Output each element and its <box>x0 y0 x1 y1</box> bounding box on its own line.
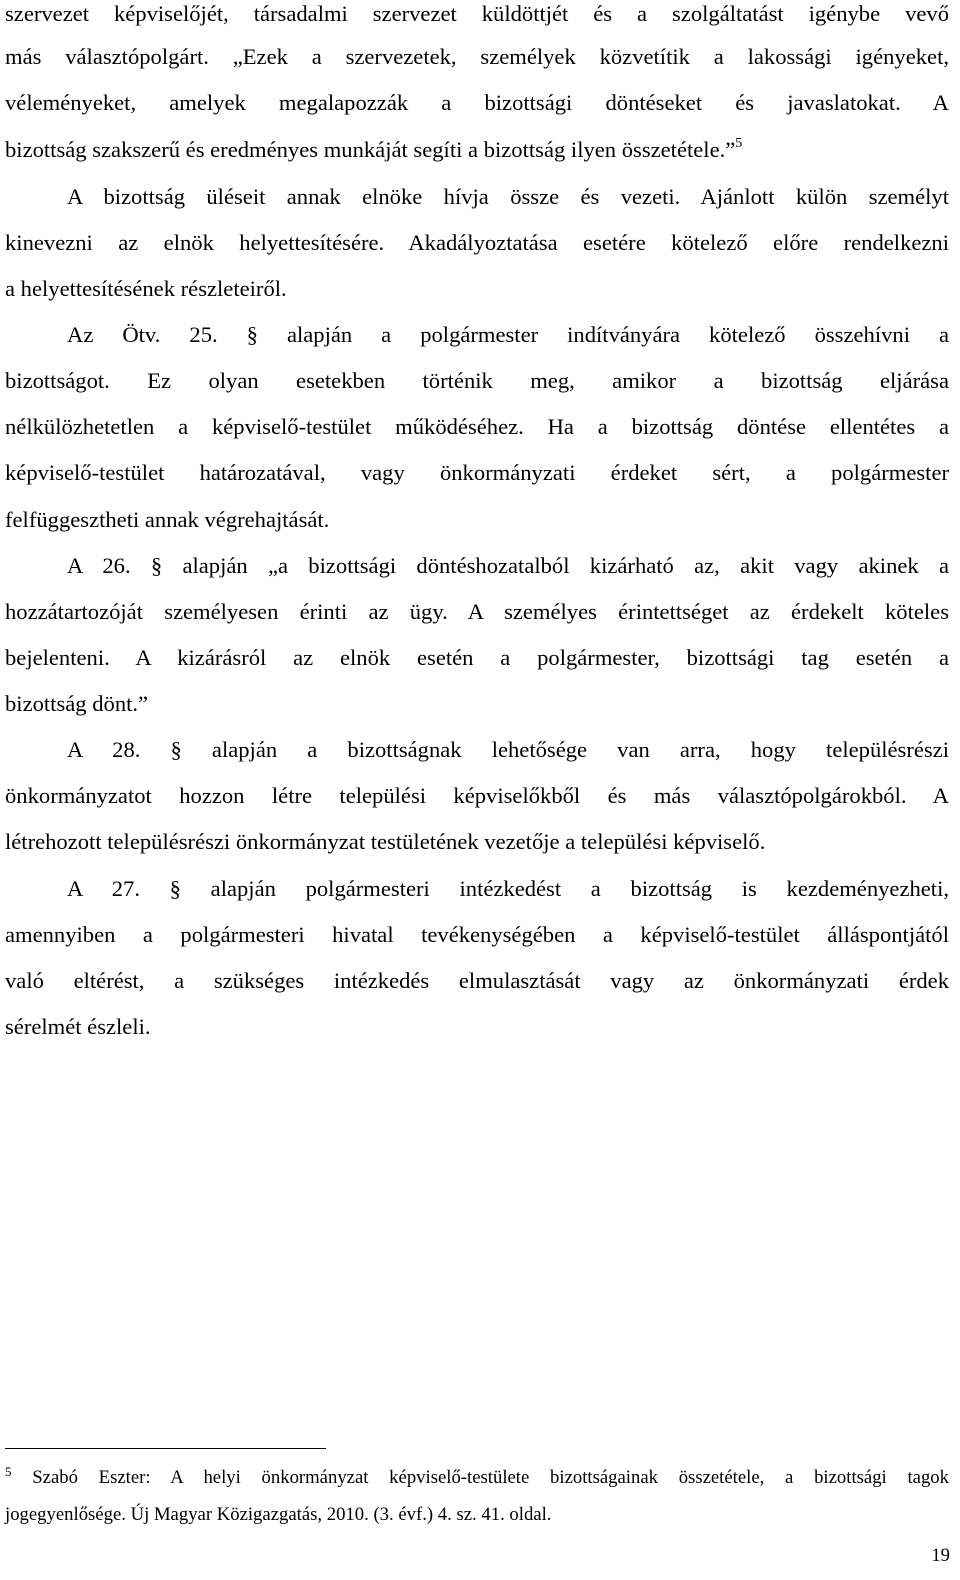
text-line <box>5 135 949 165</box>
text-line: véleményeket, amelyek megalapozzák a bizottsági döntéseket és javaslatokat. A <box>5 90 949 115</box>
footnote-line <box>5 1465 949 1491</box>
text-line: Az Ötv. 25. § alapján a polgármester indítványára kötelező összehívni a <box>67 322 949 347</box>
text-line: A 28. § alapján a bizottságnak lehetősége van arra, hogy településrészi <box>67 737 949 762</box>
text-line: amennyiben a polgármesteri hivatal tevékenységében a képviselő-testület álláspontjától <box>5 922 949 947</box>
text-line: önkormányzatot hozzon létre települési képviselőkből és más választópolgárokból. A <box>5 783 949 808</box>
text-line: kinevezni az elnök helyettesítésére. Akadályoztatása esetére kötelező előre rendelkezni <box>5 230 949 255</box>
footnote-number: 5 <box>5 1464 12 1479</box>
text-line: A bizottság üléseit annak elnöke hívja össze és vezeti. Ajánlott külön személyt <box>67 184 949 209</box>
text-line: bejelenteni. A kizárásról az elnök esetén a polgármester, bizottsági tag esetén a <box>5 645 949 670</box>
text-line: bizottságot. Ez olyan esetekben történik meg, amikor a bizottság eljárása <box>5 368 949 393</box>
footnote-reference: 5 <box>735 136 743 151</box>
footnote-separator <box>5 1448 326 1449</box>
text-line: nélkülözhetetlen a képviselő-testület működéséhez. Ha a bizottság döntése ellentétes a <box>5 414 949 439</box>
text-line: A 26. § alapján „a bizottsági döntéshozatalból kizárható az, akit vagy akinek a <box>67 553 949 578</box>
footnote-line: jogegyenlősége. Új Magyar Közigazgatás, 2010. (3. évf.) 4. sz. 41. oldal. <box>5 1504 552 1525</box>
text-line: szervezet képviselőjét, társadalmi szervezet küldöttjét és a szolgáltatást igénybe vevő <box>5 1 949 26</box>
text-line: más választópolgárt. „Ezek a szervezetek, személyek közvetítik a lakossági igényeket, <box>5 44 949 69</box>
text-line: a helyettesítésének részleteiről. <box>5 276 287 301</box>
text-line: bizottság dönt.” <box>5 691 149 716</box>
footnote-text: Szabó Eszter: A helyi önkormányzat képviselő-testülete bizottságainak összetétele, a bizottsági tagok <box>32 1467 949 1488</box>
text-line: létrehozott településrészi önkormányzat testületének vezetője a települési képviselő. <box>5 829 766 854</box>
text-line: sérelmét észleli. <box>5 1014 151 1039</box>
text-line: való eltérést, a szükséges intézkedés elmulasztását vagy az önkormányzati érdek <box>5 968 949 993</box>
text-line: felfüggesztheti annak végrehajtását. <box>5 507 330 532</box>
text-line: hozzátartozóját személyesen érinti az ügy. A személyes érintettséget az érdekelt köteles <box>5 599 949 624</box>
text-line: A 27. § alapján polgármesteri intézkedést a bizottság is kezdeményezheti, <box>67 876 949 901</box>
page-number: 19 <box>931 1545 950 1566</box>
text-line-content: bizottság szakszerű és eredményes munkáját segíti a bizottság ilyen összetétele.” <box>5 137 736 162</box>
text-line: képviselő-testület határozatával, vagy önkormányzati érdeket sért, a polgármester <box>5 460 949 485</box>
